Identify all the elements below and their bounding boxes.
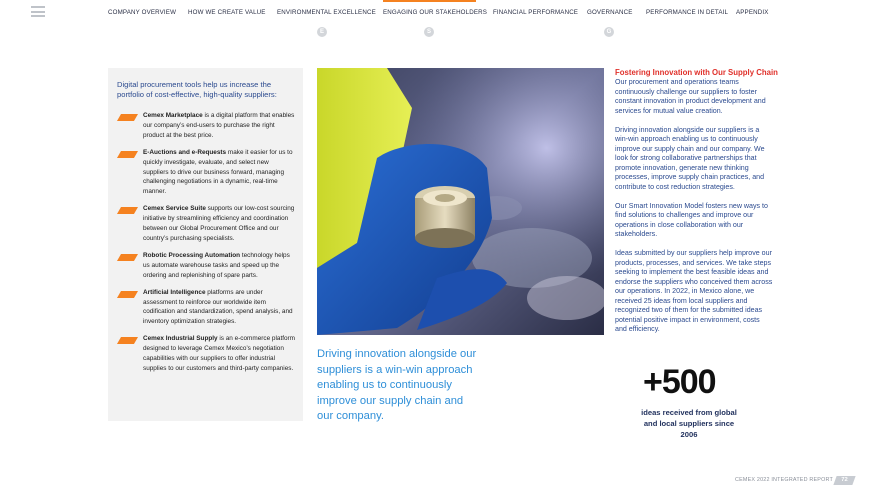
bullet-text: platforms are under assessment to reinforce our worldwide item codification and standardization, spend analysis, and inventory optimization strategies. xyxy=(143,288,293,326)
nav-appendix[interactable]: APPENDIX xyxy=(736,9,769,16)
bullet-term: Artificial Intelligence xyxy=(143,288,206,296)
esg-badge-e[interactable]: E xyxy=(317,27,327,37)
nav-how-we-create-value[interactable]: HOW WE CREATE VALUE xyxy=(188,9,266,16)
procurement-tools-list xyxy=(119,111,295,381)
nav-environmental-excellence[interactable]: ENVIRONMENTAL EXCELLENCE xyxy=(277,9,376,16)
pull-quote: Driving innovation alongside our suppliers is a win-win approach enabling us to continuously improve our supply chain and our company. xyxy=(317,348,477,423)
ideas-stat-caption: ideas received from global and local suppliers since 2006 xyxy=(641,408,737,439)
bullet-text: is a digital platform that enables our company’s end-users to purchase the right product at the best price. xyxy=(143,112,295,139)
bullet-text: supports our low-cost sourcing initiative by streamlining efficiency and coordination between our Global Procurement Office and our country’s purchasing specialists. xyxy=(143,205,295,242)
bullet-text: is an e-commerce platform designed to leverage Cemex Mexico’s negotiation capabilities with our suppliers to offer industrial supplies to our customers and third-party companies. xyxy=(143,335,295,372)
esg-badge-s[interactable]: S xyxy=(424,27,434,37)
bullet-term: Cemex Industrial Supply xyxy=(143,335,218,343)
bullet-term: Cemex Marketplace xyxy=(143,112,203,119)
list-item xyxy=(119,148,295,198)
page-number: 72 xyxy=(841,477,848,483)
bullet-term: E-Auctions and e-Requests xyxy=(143,148,227,156)
list-item xyxy=(119,204,295,244)
paragraph: Ideas submitted by our suppliers help improve our products, processes, and services. We take steps seeking to implement the best feasible ideas and endorse the suppliers who conceived them across our operations. In 2022, in Mexico alone, we received 25 ideas from local suppliers and recognized two of them for the submitted ideas potential positive impact in environment, costs and efficiency. xyxy=(615,249,773,334)
bullet-term: Cemex Service Suite xyxy=(143,205,206,213)
list-item xyxy=(119,251,295,281)
report-title-footer: CEMEX 2022 INTEGRATED REPORT xyxy=(735,477,833,483)
chevron-bullet-icon xyxy=(117,254,138,261)
bullet-term: Robotic Processing Automation xyxy=(143,251,241,259)
nav-performance-in-detail[interactable]: PERFORMANCE IN DETAIL xyxy=(646,9,729,16)
chevron-bullet-icon xyxy=(117,337,138,344)
paragraph: Our Smart Innovation Model fosters new ways to find solutions to challenges and improve our operations in close collaboration with our stakeholders. xyxy=(615,201,768,239)
paragraph: Driving innovation alongside our suppliers is a win-win approach enabling us to continuously improve our supply chain and our company. We look for strong collaborative partnerships that promote innovation, generate new thinking processes, improve supply chain practices, and contribute to cost reduction strategies. xyxy=(615,125,765,191)
nav-financial-performance[interactable]: FINANCIAL PERFORMANCE xyxy=(493,9,579,16)
bullet-text: make it easier for us to quickly investigate, evaluate, and select new suppliers to drive our business forward, managing challenging negotiations in a dynamic, real-time manner. xyxy=(143,148,293,196)
list-item xyxy=(119,288,295,328)
nav-company-overview[interactable]: COMPANY OVERVIEW xyxy=(108,9,177,16)
ideas-stat-value: +500 xyxy=(643,363,716,401)
active-tab-indicator xyxy=(383,0,476,2)
section-title: Fostering Innovation with Our Supply Chain xyxy=(615,68,778,77)
section-body xyxy=(615,78,773,344)
lab-sample-photo xyxy=(317,68,604,335)
chevron-bullet-icon xyxy=(117,291,138,298)
nav-governance[interactable]: GOVERNANCE xyxy=(587,9,633,16)
bullet-text: technology helps us automate warehouse tasks and speed up the ordering and replenishing of spare parts. xyxy=(143,251,290,279)
paragraph: Our procurement and operations teams continuously challenge our suppliers to foster constant innovation in product development and services for mutual value creation. xyxy=(615,78,766,115)
chevron-bullet-icon xyxy=(117,151,138,158)
chevron-bullet-icon xyxy=(117,207,138,214)
top-navigation xyxy=(0,9,880,35)
esg-badge-g[interactable]: G xyxy=(604,27,614,37)
list-item xyxy=(119,111,295,141)
nav-engaging-our-stakeholders[interactable]: ENGAGING OUR STAKEHOLDERS xyxy=(383,9,488,16)
panel-intro-text: Digital procurement tools help us increase the portfolio of cost-effective, high-quality suppliers: xyxy=(117,80,277,99)
chevron-bullet-icon xyxy=(117,114,138,121)
list-item xyxy=(119,334,295,374)
